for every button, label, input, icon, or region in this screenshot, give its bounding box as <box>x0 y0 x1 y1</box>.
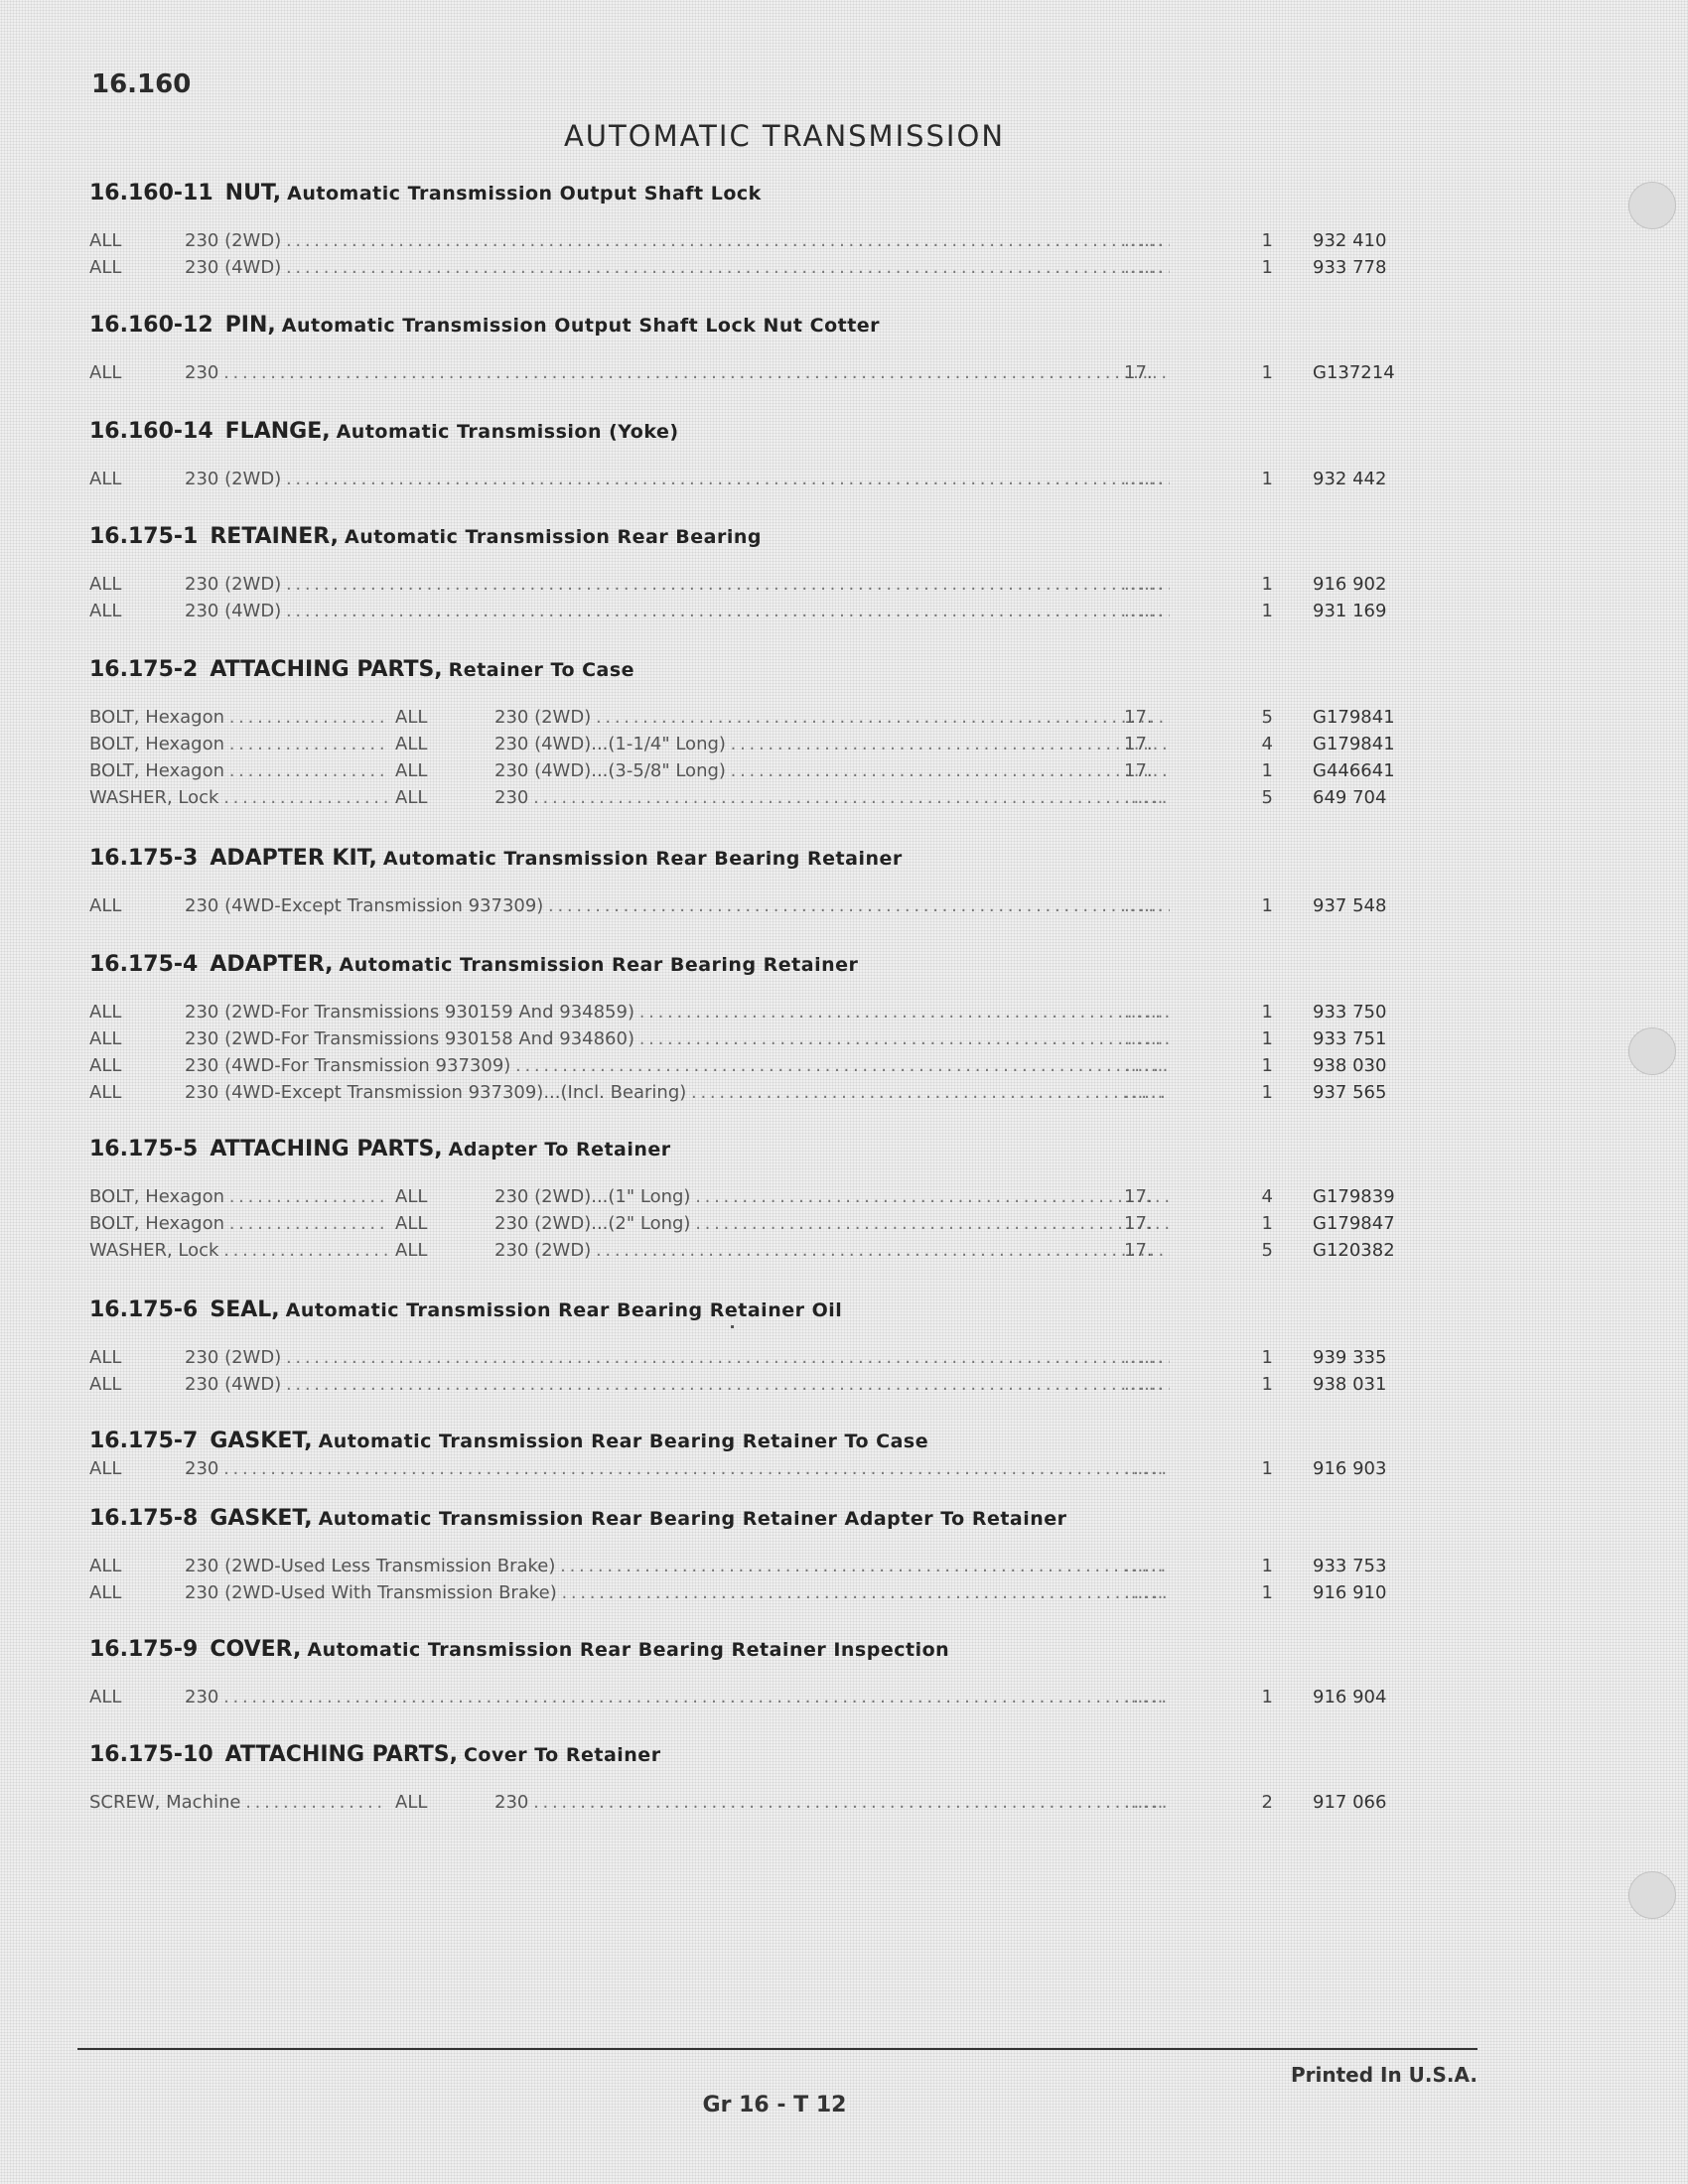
section <box>89 655 1410 812</box>
applicability: ALL <box>89 1374 122 1395</box>
part-name: BOLT, Hexagon . . . <box>89 760 387 781</box>
section <box>89 1135 1410 1265</box>
punch-hole <box>1628 1027 1676 1075</box>
applicability: ALL <box>395 1792 428 1813</box>
part-description: 230 (2WD-For Transmissions 930159 And 934859) . . . <box>185 1002 1170 1023</box>
page-title: AUTOMATIC TRANSMISSION <box>563 119 1006 153</box>
group-number: ...... <box>1124 1556 1165 1576</box>
part-description: 230 (4WD-Except Transmission 937309)...(Incl. Bearing) . . . <box>185 1082 1170 1103</box>
section-code: 16.175-5 <box>89 1137 199 1161</box>
part-number: 932 410 <box>1313 230 1387 251</box>
section-rows <box>89 467 1410 493</box>
section-code: 16.175-3 <box>89 846 199 871</box>
section <box>89 1504 1410 1607</box>
part-number: 916 902 <box>1313 574 1387 595</box>
group-number: 17. <box>1124 760 1153 781</box>
section-name: GASKET, <box>210 1429 313 1453</box>
section-name: ADAPTER KIT, <box>210 846 377 871</box>
section-rows <box>89 705 1410 812</box>
section-description: Automatic Transmission Rear Bearing Retainer <box>382 848 903 870</box>
section-heading <box>89 1635 1410 1665</box>
part-description: 230 (2WD) . . . <box>185 574 1170 595</box>
section-code: 16.175-2 <box>89 657 199 682</box>
section-code: 16.160-11 <box>89 181 213 205</box>
part-description: 230 (2WD) . . . <box>185 230 1170 251</box>
punch-hole <box>1628 1871 1676 1919</box>
section-code: 16.175-6 <box>89 1297 199 1322</box>
quantity: 1 <box>1261 1028 1273 1049</box>
applicability: ALL <box>89 257 122 278</box>
part-row <box>89 572 1410 599</box>
section-description: Automatic Transmission Rear Bearing Retainer <box>339 954 859 976</box>
group-number: ...... <box>1124 1028 1165 1049</box>
section-description: Automatic Transmission Output Shaft Lock Nut Cotter <box>281 315 881 337</box>
quantity: 1 <box>1261 1055 1273 1076</box>
section <box>89 844 1410 920</box>
part-number: G120382 <box>1313 1240 1395 1261</box>
group-number: ...... <box>1124 1082 1165 1103</box>
section-description: Automatic Transmission Rear Bearing Retainer To Case <box>318 1431 929 1452</box>
section-rows <box>89 228 1410 282</box>
section-rows <box>89 1790 1410 1817</box>
section-rows <box>89 893 1410 920</box>
part-row <box>89 599 1410 625</box>
applicability: ALL <box>89 1458 122 1479</box>
applicability: ALL <box>395 707 428 728</box>
section-code: 16.175-8 <box>89 1506 199 1531</box>
part-description: 230 (4WD) . . . <box>185 601 1170 621</box>
part-name: BOLT, Hexagon . . . <box>89 1186 387 1207</box>
quantity: 1 <box>1261 1002 1273 1023</box>
group-number: 17. <box>1124 1240 1153 1261</box>
group-number: ...... <box>1124 257 1165 278</box>
quantity: 4 <box>1261 734 1273 754</box>
part-description: 230 (4WD)...(1-1/4" Long) . . . <box>494 734 1170 754</box>
part-name: BOLT, Hexagon . . . <box>89 734 387 754</box>
part-description: 230 (2WD-Used With Transmission Brake) . . . <box>185 1582 1170 1603</box>
quantity: 1 <box>1261 230 1273 251</box>
applicability: ALL <box>395 1186 428 1207</box>
part-number: 938 031 <box>1313 1374 1387 1395</box>
part-number: G137214 <box>1313 362 1395 383</box>
part-number: 937 548 <box>1313 895 1387 916</box>
quantity: 5 <box>1261 707 1273 728</box>
part-row <box>89 1080 1410 1107</box>
section-heading <box>89 417 1410 447</box>
section-name: SEAL, <box>210 1297 280 1322</box>
section <box>89 1296 1410 1399</box>
section-description: Retainer To Case <box>448 659 635 681</box>
part-number: 916 910 <box>1313 1582 1387 1603</box>
applicability: ALL <box>89 1028 122 1049</box>
part-description: 230 (4WD-For Transmission 937309) . . . <box>185 1055 1170 1076</box>
section-code: 16.175-9 <box>89 1637 199 1662</box>
part-number: 933 750 <box>1313 1002 1387 1023</box>
part-row <box>89 1580 1410 1607</box>
section-name: ADAPTER, <box>210 952 334 977</box>
section-description: Cover To Retainer <box>463 1744 661 1766</box>
part-name: WASHER, Lock . . . <box>89 1240 387 1261</box>
section-heading <box>89 950 1410 980</box>
group-number: 17. <box>1124 1213 1153 1234</box>
section-heading <box>89 844 1410 874</box>
quantity: 1 <box>1261 760 1273 781</box>
section-description: Automatic Transmission (Yoke) <box>336 421 679 443</box>
section <box>89 417 1410 493</box>
part-number: G179841 <box>1313 707 1395 728</box>
applicability: ALL <box>89 1556 122 1576</box>
quantity: 1 <box>1261 257 1273 278</box>
group-number: ...... <box>1124 469 1165 489</box>
section-description: Automatic Transmission Rear Bearing <box>344 526 763 548</box>
applicability: ALL <box>89 1002 122 1023</box>
section-code: 16.175-10 <box>89 1742 213 1767</box>
punch-hole <box>1628 182 1676 229</box>
part-row <box>89 1790 1410 1817</box>
section-heading <box>89 1296 1410 1325</box>
group-number: ...... <box>1124 1458 1165 1479</box>
part-number: G179841 <box>1313 734 1395 754</box>
section-rows <box>89 1554 1410 1607</box>
quantity: 1 <box>1261 362 1273 383</box>
part-number: 933 778 <box>1313 257 1387 278</box>
quantity: 1 <box>1261 1582 1273 1603</box>
section-code: 16.175-1 <box>89 524 199 549</box>
section-rows <box>89 360 1410 387</box>
section-description: Automatic Transmission Rear Bearing Retainer Adapter To Retainer <box>318 1508 1067 1530</box>
part-row <box>89 228 1410 255</box>
section <box>89 950 1410 1107</box>
group-number: 17. <box>1124 362 1153 383</box>
quantity: 1 <box>1261 1213 1273 1234</box>
part-row <box>89 1000 1410 1026</box>
quantity: 1 <box>1261 574 1273 595</box>
quantity: 1 <box>1261 1458 1273 1479</box>
part-number: G179839 <box>1313 1186 1395 1207</box>
section-description: Automatic Transmission Rear Bearing Retainer Inspection <box>307 1639 950 1661</box>
section-rows <box>89 1184 1410 1265</box>
section-name: FLANGE, <box>224 419 331 444</box>
part-description: 230 (2WD-Used Less Transmission Brake) . . . <box>185 1556 1170 1576</box>
part-number: 939 335 <box>1313 1347 1387 1368</box>
section-name: ATTACHING PARTS, <box>210 657 443 682</box>
group-number: 17. <box>1124 734 1153 754</box>
group-number: ...... <box>1124 1582 1165 1603</box>
part-number: 933 751 <box>1313 1028 1387 1049</box>
group-number: ...... <box>1124 1055 1165 1076</box>
applicability: ALL <box>89 230 122 251</box>
part-description: 230 . . . <box>185 362 1170 383</box>
section-rows <box>89 1456 1410 1483</box>
group-number: ...... <box>1124 1687 1165 1707</box>
section-description: Adapter To Retainer <box>448 1139 671 1160</box>
group-number: 17. <box>1124 707 1153 728</box>
print-speck <box>731 1325 734 1328</box>
quantity: 5 <box>1261 1240 1273 1261</box>
part-name: WASHER, Lock . . . <box>89 787 387 808</box>
section-code: 16.160-12 <box>89 313 213 338</box>
part-description: 230 . . . <box>494 787 1170 808</box>
printed-in-label: Printed In U.S.A. <box>1291 2063 1477 2087</box>
section-rows <box>89 1685 1410 1711</box>
part-row <box>89 1345 1410 1372</box>
part-number: 933 753 <box>1313 1556 1387 1576</box>
applicability: ALL <box>89 1687 122 1707</box>
part-number: 931 169 <box>1313 601 1387 621</box>
part-number: 938 030 <box>1313 1055 1387 1076</box>
section <box>89 1427 1410 1483</box>
section-name: PIN, <box>224 313 276 338</box>
section-code: 16.175-7 <box>89 1429 199 1453</box>
group-number: ...... <box>1124 230 1165 251</box>
quantity: 2 <box>1261 1792 1273 1813</box>
page-number: 16.160 <box>91 69 192 99</box>
section-rows <box>89 1000 1410 1107</box>
part-number: G446641 <box>1313 760 1395 781</box>
group-number: ...... <box>1124 1002 1165 1023</box>
quantity: 1 <box>1261 469 1273 489</box>
section-description: Automatic Transmission Output Shaft Lock <box>287 183 762 205</box>
quantity: 1 <box>1261 1374 1273 1395</box>
applicability: ALL <box>395 760 428 781</box>
section <box>89 179 1410 282</box>
part-description: 230 (2WD) . . . <box>185 1347 1170 1368</box>
section-heading <box>89 179 1410 208</box>
section-name: NUT, <box>224 181 282 205</box>
part-row <box>89 1554 1410 1580</box>
quantity: 1 <box>1261 1687 1273 1707</box>
part-row <box>89 705 1410 732</box>
section-name: ATTACHING PARTS, <box>210 1137 443 1161</box>
group-number: ...... <box>1124 574 1165 595</box>
quantity: 5 <box>1261 787 1273 808</box>
part-row <box>89 467 1410 493</box>
part-number: 916 904 <box>1313 1687 1387 1707</box>
group-number: 17. <box>1124 1186 1153 1207</box>
part-description: 230 (4WD) . . . <box>185 1374 1170 1395</box>
section-name: ATTACHING PARTS, <box>224 1742 458 1767</box>
section-heading <box>89 1427 1410 1456</box>
part-number: 916 903 <box>1313 1458 1387 1479</box>
section-name: COVER, <box>210 1637 302 1662</box>
part-number: G179847 <box>1313 1213 1395 1234</box>
applicability: ALL <box>395 787 428 808</box>
part-row <box>89 1456 1410 1483</box>
part-row <box>89 1184 1410 1211</box>
part-name: SCREW, Machine . . . <box>89 1792 387 1813</box>
part-description: 230 (4WD)...(3-5/8" Long) . . . <box>494 760 1170 781</box>
applicability: ALL <box>89 362 122 383</box>
applicability: ALL <box>89 1055 122 1076</box>
part-row <box>89 1026 1410 1053</box>
part-description: 230 (2WD)...(2" Long) . . . <box>494 1213 1170 1234</box>
part-row <box>89 1372 1410 1399</box>
section-heading <box>89 655 1410 685</box>
part-description: 230 (2WD) . . . <box>185 469 1170 489</box>
section <box>89 1635 1410 1711</box>
group-number: ...... <box>1124 895 1165 916</box>
group-number: ...... <box>1124 1374 1165 1395</box>
section-rows <box>89 572 1410 625</box>
part-row <box>89 1211 1410 1238</box>
part-row <box>89 732 1410 758</box>
part-row <box>89 1685 1410 1711</box>
section-heading <box>89 1504 1410 1534</box>
group-number: ...... <box>1124 1792 1165 1813</box>
part-name: BOLT, Hexagon . . . <box>89 1213 387 1234</box>
section-name: RETAINER, <box>210 524 339 549</box>
part-number: 937 565 <box>1313 1082 1387 1103</box>
part-number: 917 066 <box>1313 1792 1387 1813</box>
part-number: 649 704 <box>1313 787 1387 808</box>
applicability: ALL <box>395 1240 428 1261</box>
part-description: 230 (2WD) . . . <box>494 1240 1170 1261</box>
part-description: 230 (2WD) . . . <box>494 707 1170 728</box>
part-description: 230 . . . <box>185 1458 1170 1479</box>
part-number: 932 442 <box>1313 469 1387 489</box>
quantity: 1 <box>1261 601 1273 621</box>
section-name: GASKET, <box>210 1506 313 1531</box>
applicability: ALL <box>89 1082 122 1103</box>
applicability: ALL <box>395 734 428 754</box>
section <box>89 1740 1410 1817</box>
page-reference: Gr 16 - T 12 <box>702 2093 847 2117</box>
part-row <box>89 893 1410 920</box>
applicability: ALL <box>89 469 122 489</box>
part-description: 230 . . . <box>185 1687 1170 1707</box>
part-row <box>89 785 1410 812</box>
quantity: 4 <box>1261 1186 1273 1207</box>
footer-rule <box>77 2048 1477 2050</box>
section-heading <box>89 522 1410 552</box>
quantity: 1 <box>1261 1347 1273 1368</box>
section-rows <box>89 1345 1410 1399</box>
section <box>89 522 1410 625</box>
quantity: 1 <box>1261 895 1273 916</box>
applicability: ALL <box>89 574 122 595</box>
group-number: ...... <box>1124 601 1165 621</box>
part-row <box>89 360 1410 387</box>
part-row <box>89 1238 1410 1265</box>
part-row <box>89 255 1410 282</box>
applicability: ALL <box>89 895 122 916</box>
part-description: 230 (4WD-Except Transmission 937309) . . . <box>185 895 1170 916</box>
section-heading <box>89 1740 1410 1770</box>
applicability: ALL <box>395 1213 428 1234</box>
section-heading <box>89 1135 1410 1164</box>
quantity: 1 <box>1261 1082 1273 1103</box>
part-row <box>89 1053 1410 1080</box>
section-description: Automatic Transmission Rear Bearing Retainer Oil <box>285 1299 843 1321</box>
part-description: 230 . . . <box>494 1792 1170 1813</box>
applicability: ALL <box>89 1582 122 1603</box>
applicability: ALL <box>89 1347 122 1368</box>
group-number: ...... <box>1124 787 1165 808</box>
part-name: BOLT, Hexagon . . . <box>89 707 387 728</box>
group-number: ...... <box>1124 1347 1165 1368</box>
section-code: 16.175-4 <box>89 952 199 977</box>
section <box>89 311 1410 387</box>
applicability: ALL <box>89 601 122 621</box>
quantity: 1 <box>1261 1556 1273 1576</box>
part-description: 230 (2WD-For Transmissions 930158 And 934860) . . . <box>185 1028 1170 1049</box>
part-description: 230 (2WD)...(1" Long) . . . <box>494 1186 1170 1207</box>
part-description: 230 (4WD) . . . <box>185 257 1170 278</box>
section-code: 16.160-14 <box>89 419 213 444</box>
part-row <box>89 758 1410 785</box>
section-heading <box>89 311 1410 341</box>
